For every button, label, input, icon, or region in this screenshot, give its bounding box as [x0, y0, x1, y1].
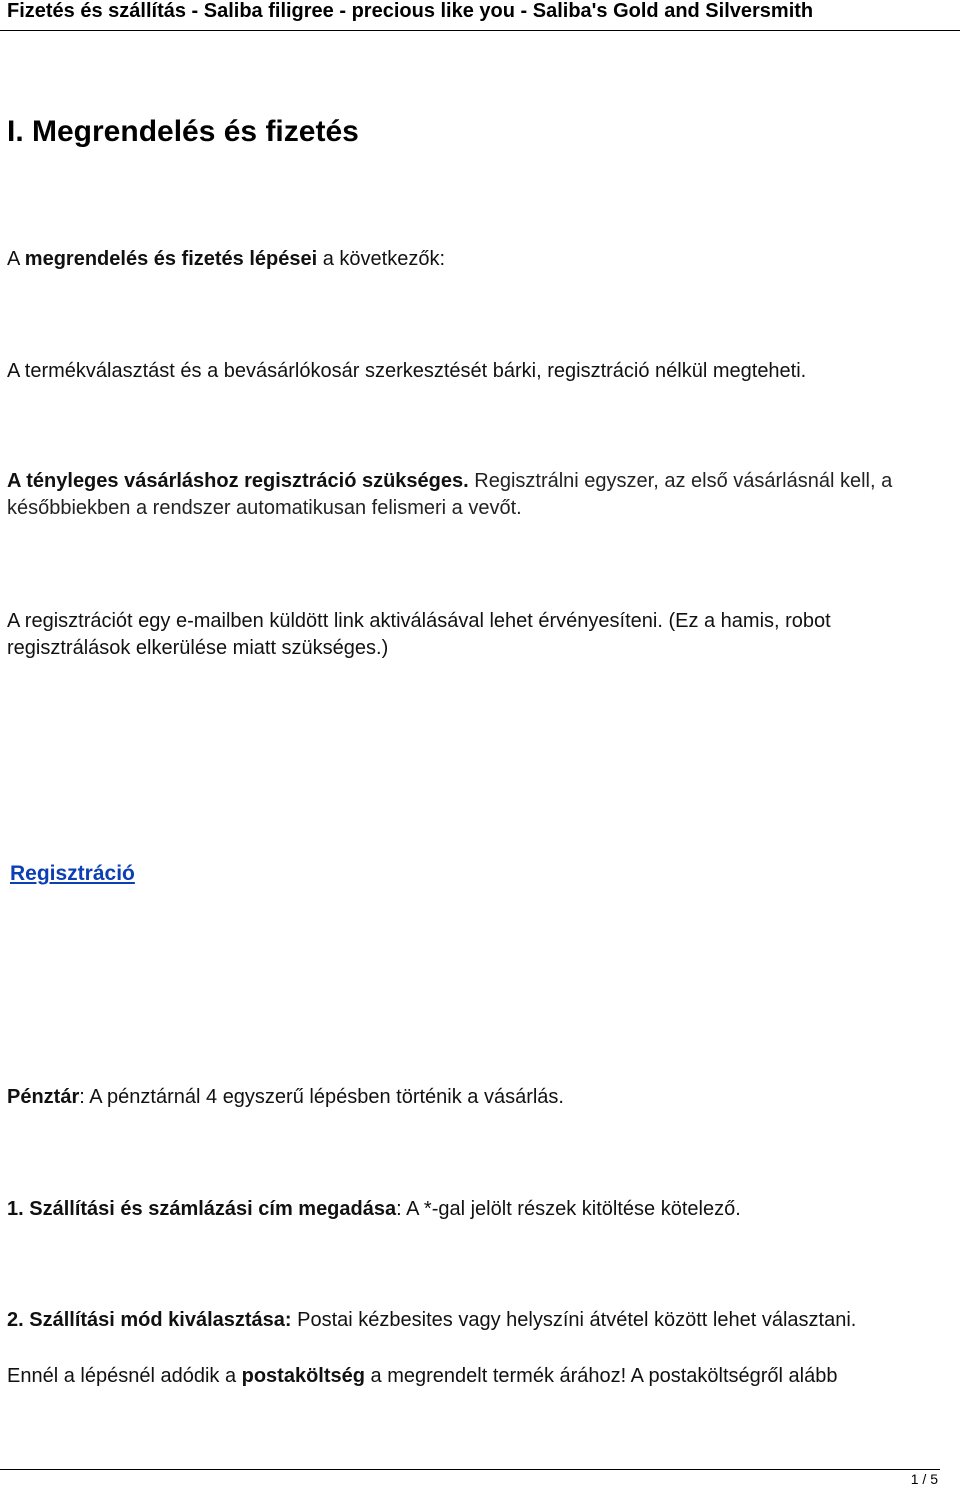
page-number: 1 / 5 — [910, 1471, 938, 1487]
registration-required-paragraph — [7, 468, 953, 522]
intro-text-bold: megrendelés és fizetés lépései — [24, 248, 318, 270]
intro-text-post: a következők: — [317, 248, 446, 270]
section-heading: I. Megrendelés és fizetés — [7, 115, 359, 148]
postage-paragraph — [7, 1363, 953, 1390]
document-header-title: Fizetés és szállítás - Saliba filigree - precious like you - Saliba's Gold and Silversmith — [7, 0, 814, 22]
intro-text-pre: A — [7, 248, 25, 270]
step1-text: : A *-gal jelölt részek kitöltése kötelező. — [396, 1198, 741, 1220]
header-divider — [0, 30, 960, 31]
checkout-paragraph — [7, 1084, 953, 1111]
step1-paragraph — [7, 1196, 953, 1223]
footer-divider — [0, 1469, 940, 1470]
step2-paragraph — [7, 1307, 953, 1334]
checkout-bold: Pénztár — [7, 1086, 80, 1108]
postage-text-post: a megrendelt termék árához! A postaköltségről alább — [364, 1365, 838, 1387]
registration-required-bold: A tényleges vásárláshoz regisztráció szükséges. — [7, 470, 469, 492]
registration-required-text: Regisztrálni egyszer, az első vásárlásnál kell, a későbbiekben a rendszer automatikusan felismeri a vevőt. — [7, 470, 893, 519]
step1-bold: 1. Szállítási és számlázási cím megadása — [7, 1198, 397, 1220]
activation-paragraph: A regisztrációt egy e-mailben küldött link aktiválásával lehet érvényesíteni. (Ez a hamis, robot regisztrálások elkerülése miatt szükséges.) — [7, 610, 831, 659]
checkout-text: : A pénztárnál 4 egyszerű lépésben történik a vásárlás. — [79, 1086, 564, 1108]
browse-paragraph: A termékválasztást és a bevásárlókosár szerkesztését bárki, regisztráció nélkül megteheti. — [7, 360, 807, 382]
postage-text-pre: Ennél a lépésnél adódik a — [7, 1365, 242, 1387]
intro-paragraph — [7, 246, 953, 273]
step2-text: Postai kézbesites vagy helyszíni átvétel között lehet választani. — [291, 1309, 857, 1331]
registration-link[interactable]: Regisztráció — [10, 862, 135, 885]
step2-bold: 2. Szállítási mód kiválasztása: — [7, 1309, 292, 1331]
postage-text-bold: postaköltség — [241, 1365, 365, 1387]
